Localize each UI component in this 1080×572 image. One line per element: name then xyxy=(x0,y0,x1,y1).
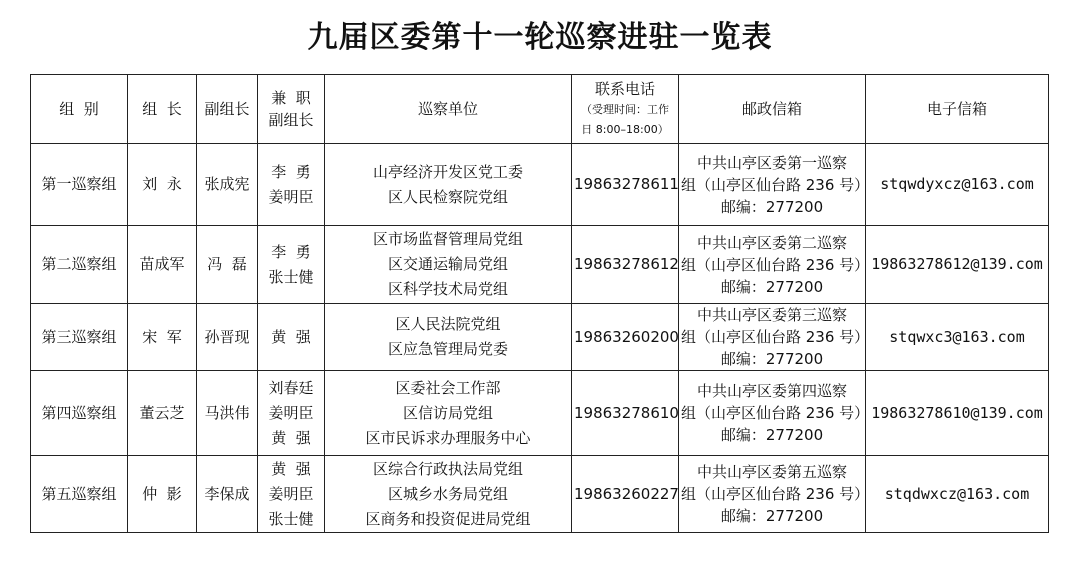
cell-leader: 董云芝 xyxy=(128,371,197,456)
cell-units: 区人民法院党组 区应急管理局党委 xyxy=(325,304,572,371)
cell-units: 区综合行政执法局党组 区城乡水务局党组 区商务和投资促进局党组 xyxy=(325,456,572,533)
cell-email: 19863278612@139.com xyxy=(866,226,1049,304)
table-row xyxy=(31,304,1049,371)
cell-postal: 中共山亭区委第二巡察 组（山亭区仙台路 236 号） 邮编：277200 xyxy=(679,226,866,304)
cell-units: 区市场监督管理局党组 区交通运输局党组 区科学技术局党组 xyxy=(325,226,572,304)
cell-leader: 仲 影 xyxy=(128,456,197,533)
cell-units: 山亭经济开发区党工委 区人民检察院党组 xyxy=(325,144,572,226)
table-row xyxy=(31,371,1049,456)
cell-part-time-deputies: 李 勇 姜明臣 xyxy=(258,144,325,226)
cell-deputy: 李保成 xyxy=(197,456,258,533)
cell-deputy: 冯 磊 xyxy=(197,226,258,304)
cell-leader: 宋 军 xyxy=(128,304,197,371)
cell-email: 19863278610@139.com xyxy=(866,371,1049,456)
cell-phone: 19863260200 xyxy=(572,304,679,371)
header-units: 巡察单位 xyxy=(325,75,572,144)
cell-group: 第一巡察组 xyxy=(31,144,128,226)
header-email: 电子信箱 xyxy=(866,75,1049,144)
cell-email: stqwxc3@163.com xyxy=(866,304,1049,371)
cell-group: 第二巡察组 xyxy=(31,226,128,304)
cell-deputy: 孙晋现 xyxy=(197,304,258,371)
cell-postal: 中共山亭区委第一巡察 组（山亭区仙台路 236 号） 邮编：277200 xyxy=(679,144,866,226)
header-postal: 邮政信箱 xyxy=(679,75,866,144)
cell-leader: 苗成军 xyxy=(128,226,197,304)
cell-postal: 中共山亭区委第五巡察 组（山亭区仙台路 236 号） 邮编：277200 xyxy=(679,456,866,533)
table-row xyxy=(31,144,1049,226)
cell-postal: 中共山亭区委第三巡察 组（山亭区仙台路 236 号） 邮编：277200 xyxy=(679,304,866,371)
cell-group: 第三巡察组 xyxy=(31,304,128,371)
cell-group: 第五巡察组 xyxy=(31,456,128,533)
cell-leader: 刘 永 xyxy=(128,144,197,226)
cell-phone: 19863260227 xyxy=(572,456,679,533)
header-deputy: 副组长 xyxy=(197,75,258,144)
cell-part-time-deputies: 刘春廷 姜明臣 黄 强 xyxy=(258,371,325,456)
cell-deputy: 马洪伟 xyxy=(197,371,258,456)
header-row xyxy=(31,75,1049,144)
header-leader: 组 长 xyxy=(128,75,197,144)
cell-phone: 19863278611 xyxy=(572,144,679,226)
cell-postal: 中共山亭区委第四巡察 组（山亭区仙台路 236 号） 邮编：277200 xyxy=(679,371,866,456)
cell-email: stqwdyxcz@163.com xyxy=(866,144,1049,226)
table-row xyxy=(31,456,1049,533)
header-phone: 联系电话 （受理时间：工作 日 8:00–18:00） xyxy=(572,75,679,144)
cell-group: 第四巡察组 xyxy=(31,371,128,456)
cell-phone: 19863278612 xyxy=(572,226,679,304)
cell-email: stqdwxcz@163.com xyxy=(866,456,1049,533)
header-part-time-deputy: 兼 职 副组长 xyxy=(258,75,325,144)
cell-part-time-deputies: 黄 强 xyxy=(258,304,325,371)
document-title: 九届区委第十一轮巡察进驻一览表 xyxy=(307,20,773,55)
table-row xyxy=(31,226,1049,304)
inspection-roster-table xyxy=(30,74,1049,533)
cell-phone: 19863278610 xyxy=(572,371,679,456)
cell-units: 区委社会工作部 区信访局党组 区市民诉求办理服务中心 xyxy=(325,371,572,456)
header-group: 组 别 xyxy=(31,75,128,144)
cell-part-time-deputies: 李 勇 张士健 xyxy=(258,226,325,304)
cell-part-time-deputies: 黄 强 姜明臣 张士健 xyxy=(258,456,325,533)
cell-deputy: 张成宪 xyxy=(197,144,258,226)
